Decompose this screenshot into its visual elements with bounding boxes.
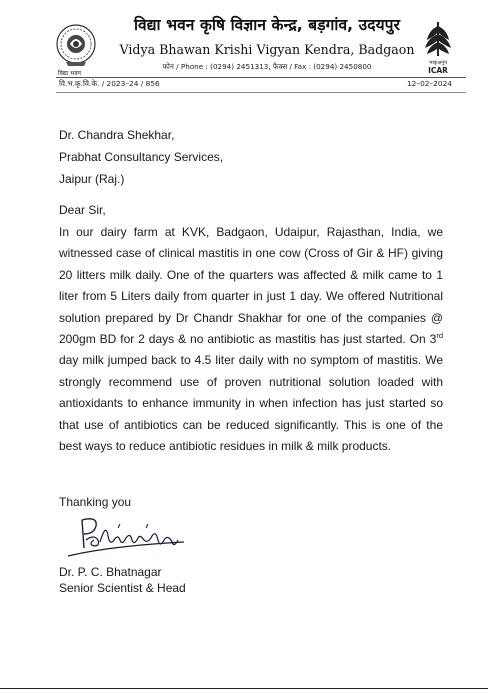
handwritten-signature [60,512,192,562]
letter-body [59,222,443,457]
left-logo-caption: विद्या भवन [58,70,82,77]
letterhead-divider-bottom [56,92,466,93]
reference-number: वि.भ.कृ.वि.के. / 2023–24 / 856 [59,79,160,88]
right-logo-caption: ICAR [428,66,448,75]
icar-wheat-logo-icon [419,18,457,76]
right-logo-caption-hindi: भाकृअनुप [428,60,448,66]
salutation: Dear Sir, [59,203,106,217]
letterhead-divider-top [56,77,466,78]
letterhead-title-hindi: विद्या भवन कृषि विज्ञान केन्द्र, बड़गांव, उदयपुर [133,16,401,34]
footer-divider [0,688,488,689]
ordinal-superscript: rd [436,331,443,341]
body-part-2: day milk jumped back to 4.5 liter daily with no symptom of mastitis. We strongly recommend use of proven nutritional solution loaded with antioxidants to enhance immunity in when infection has just started so that use of antibiotics can be reduced significantly. This is one of the best ways to reduce antibiotic residues in milk & milk products. [59,353,443,454]
letterhead [0,0,488,80]
recipient-company: Prabhat Consultancy Services, [59,150,224,164]
recipient-name: Dr. Chandra Shekhar, [59,128,175,142]
recipient-location: Jaipur (Raj.) [59,172,125,186]
signatory-name: Dr. P. C. Bhatnagar [59,565,162,579]
signatory-title: Senior Scientist & Head [59,581,186,595]
body-part-1: In our dairy farm at KVK, Badgaon, Udaipur, Rajasthan, India, we witnessed case of clinical mastitis in one cow (Cross of Gir & HF) giving 20 litters milk daily. One of the quarters was affected & milk came to 1 liter from 5 Liters daily from quarter in just 1 day. We offered Nutritional solution prepared by Dr Chandr Shakhar for one of the companies @ 200gm BD for 2 days & no antibiotic as mastitis has just started. On 3 [59,225,443,347]
letterhead-title-english: Vidya Bhawan Krishi Vigyan Kendra, Badgaon [119,42,415,57]
letter-date: 12–02–2024 [406,79,452,88]
vidya-bhawan-emblem-icon [54,18,98,76]
letterhead-contact: फोन / Phone : (0294) 2451313, फैक्स / Fax : (0294) 2450800 [162,62,372,71]
closing-line: Thanking you [59,495,132,509]
